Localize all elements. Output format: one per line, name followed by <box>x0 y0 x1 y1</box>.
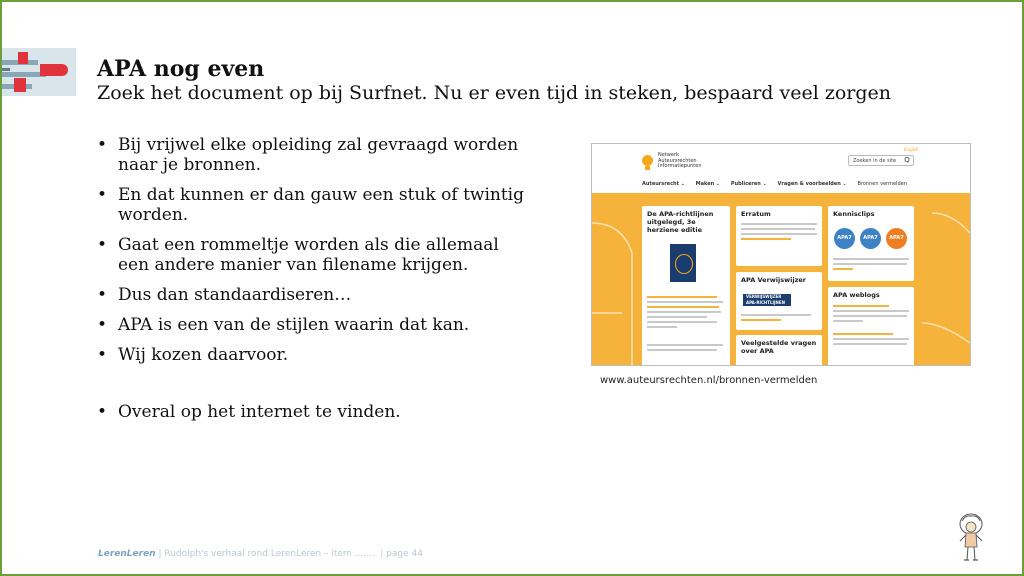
slide-subtitle: Zoek het document op bij Surfnet. Nu er even tijd in steken, bespaard veel zorgen <box>97 82 892 104</box>
footer <box>98 549 423 559</box>
org-name: Netwerk Auteursrechten Informatiepunten <box>658 152 702 169</box>
apa-book-cover-icon <box>670 244 696 282</box>
bullet-item: • Bij vrijwel elke opleiding zal gevraagd worden naar je bronnen. <box>94 135 534 175</box>
nav-item: Bronnen vermelden <box>857 181 907 187</box>
footer-text: | Rudolph's verhaal rond LerenLeren – item ........ | page 44 <box>155 549 423 559</box>
language-link: English <box>904 147 919 152</box>
card-kennisclips: Kennisclips APA7 APA7 APA7 <box>828 206 914 281</box>
bullet-item: • APA is een van de stijlen waarin dat kan. <box>94 315 534 335</box>
nav-item: Publiceren ⌄ <box>730 181 767 187</box>
site-nav <box>642 181 916 187</box>
bullet-item: • Overal op het internet te vinden. <box>94 402 534 422</box>
card-veelgestelde-vragen: Veelgestelde vragen over APA <box>736 335 822 366</box>
website-screenshot <box>591 143 971 366</box>
screenshot-caption: www.auteursrechten.nl/bronnen-vermelden <box>600 375 818 386</box>
leren-leren-logo <box>2 48 76 96</box>
bullet-item: • En dat kunnen er dan gauw een stuk of twintig worden. <box>94 185 534 225</box>
card-apa-weblogs: APA weblogs <box>828 287 914 366</box>
nav-item: Vragen & voorbeelden ⌄ <box>777 181 847 187</box>
bullet-list <box>94 135 534 432</box>
apa7-badge-icon: APA7 <box>860 228 881 249</box>
slide-title: APA nog even <box>97 56 265 82</box>
nav-item: Maken ⌄ <box>695 181 721 187</box>
apa7-badge-icon: APA7 <box>886 228 907 249</box>
search-icon: Q <box>904 156 910 164</box>
card-erratum: Erratum <box>736 206 822 266</box>
site-search-input: Zoeken in de site <box>848 155 914 166</box>
card-apa-guidelines: De APA-richtlijnen uitgelegd, 3e herziene editie <box>642 206 730 366</box>
website-content <box>592 193 970 365</box>
bullet-item: • Dus dan standaardiseren… <box>94 285 534 305</box>
footer-brand: LerenLeren <box>98 549 156 559</box>
apa7-badge-icon: APA7 <box>834 228 855 249</box>
bullet-item: • Wij kozen daarvoor. <box>94 345 534 365</box>
website-header <box>592 144 970 193</box>
card-apa-verwijswijzer: APA Verwijswijzer VERWIJSWIJZER APA-RICHTLIJNEN <box>736 272 822 330</box>
bullet-item: • Gaat een rommeltje worden als die allemaal een andere manier van filename krijgen. <box>94 235 534 275</box>
lightbulb-logo-icon <box>642 155 653 166</box>
nav-item: Auteursrecht ⌄ <box>642 181 685 187</box>
verwijswijzer-banner: VERWIJSWIJZER APA-RICHTLIJNEN <box>743 294 791 306</box>
mascot-figure-icon <box>955 513 987 563</box>
